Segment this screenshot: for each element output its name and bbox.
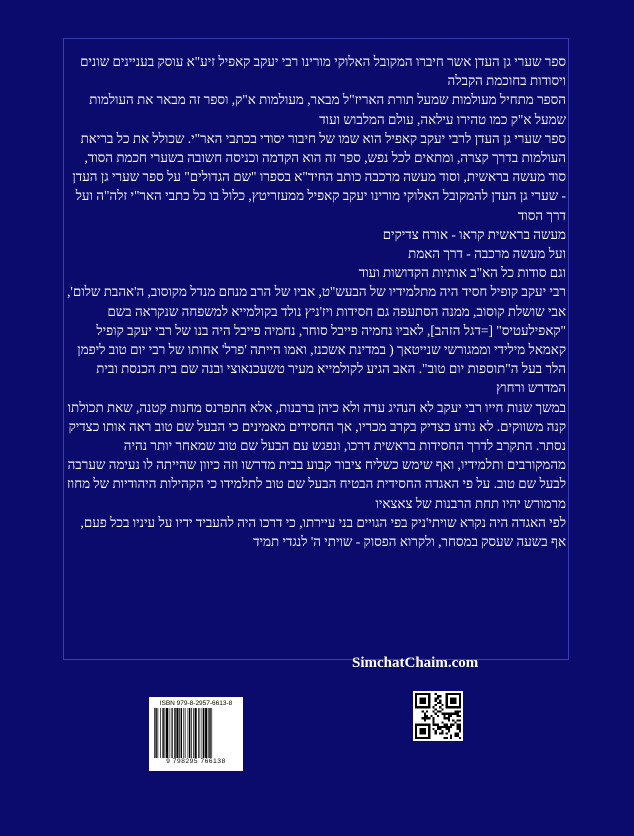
paragraph-letters-secrets: וגם סודות כל הא"ב אותיות הקדושות ועוד xyxy=(358,265,566,281)
paragraph-maaseh-merkavah: ועל מעשה מרכבה - דרך האמת xyxy=(408,246,566,262)
paragraph-life: במשך שנות חייו רבי יעקב לא הנהיג עדה ולא כיהן ברבנות, אלא התפרנס מחנות קטנה, שאת תכולתו קנה משווקים. לא נודע כצדיק בקרב מכריו, אך החסידים מאמינים כי הבעל שם טוב ראה אותו כצדיק נסתר. התקרב לדרך החסידות בראשית דרכו, ונפגש עם הבעל שם טוב שמאחר יותר נהיה מהמקורבים ותלמידיו, ואף שימש כשליח ציבור קבוע בבית מדרשו וזה כיוון שהייתה לו נעימה שערבה לבעל שם טוב. על פי האגדה החסידית הבטיח הבעל שם טוב לתלמידו כי הקהילות היהודיות של מחוז מרמורש יהיו תחת הרבנות של צאצאיו xyxy=(67,399,566,511)
barcode-digits: 9 798295 766138 xyxy=(166,758,226,765)
paragraph-legend: לפי האגדה היה נקרא שויתי'ניק בפי הגויים בני עיירתו, כי דרכו היה להעביד ידיו על עיניו בכל פעם, אף בשעה שעסק במסחר, ולקרוא הפסוק - שויתי ה' לנגדי תמיד xyxy=(80,514,566,550)
paragraph-book-description: ספר שערי גן העדן לרבי יעקב קאפיל הוא שמו של חיבור יסודי בכתבי האר"י. שכולל את כל בריאת העולמות בדרך קצרה, ומתאים לכל נפש, ספר זה הוא הקדמה וכניסה חשובה בשערי חכמת הסוד, סוד מעשה בראשית, וסוד מעשה מרכבה כותב החיד"א בספרו "שם הגדולים" על ספר שערי גן העדן - שערי גן העדן להמקובל האלוקי מורינו יעקב קאפיל ממעזריטץ, כלול בו כל כתבי האר"י זלה"ה ועל דרך הסוד xyxy=(72,130,566,223)
paragraph-intro: ספר שערי גן העדן אשר חיברו המקובל האלוקי מורינו רבי יעקב קאפיל זיע"א עוסק בעניינים שונים ויסודות בחוכמת הקבלה xyxy=(80,54,566,89)
qr-code[interactable] xyxy=(413,691,463,741)
isbn-barcode xyxy=(149,697,243,771)
barcode-bars xyxy=(153,708,239,758)
isbn-label: ISBN 979-8-2957-6613-8 xyxy=(159,700,233,707)
paragraph-biography: רבי יעקב קופיל חסיד היה מתלמידיו של הבעש"ט, אביו של הרב מנחם מנדל מקוסוב, ה'אהבת שלום', אבי שושלת קוסוב, ממנה הסתעפה גם חסידות ויז'ניץ נולד בקולמייא למשפחה שנקראה בשם "קאפילעטיס" [=דגל הזהב], לאביו נחמיה פייבל סוחר, נחמיה פייבל היה בנו של רבי יעקב קופיל קאמאל מילידי וממגורשי שנייטאך ( במדינת אשכנז, ואמו הייתה 'פרל' אחותו של רבי יום טוב ליפמן הלר בעל ה"תוספות יום טוב". האב הגיע לקולמייא מעיר טשעכנאוצי ובנה שם בית הכנסת ובית המדרש ורחוץ xyxy=(67,284,566,396)
back-cover-text xyxy=(66,52,566,551)
paragraph-maaseh-bereshit: מעשה בראשית קראו - אורח צדיקים xyxy=(382,226,566,242)
paragraph-worlds: הספר מתחיל מעולמות שמעל תורת האריז"ל מבאר, מעולמות א"ק, וספר זה מבאר את העולמות שמעל א"ק כמו טהירו עילאה, עולם המלבוש ועוד xyxy=(89,92,566,127)
qr-code-pattern xyxy=(415,693,461,739)
website-link[interactable]: SimchatChaim.com xyxy=(352,655,479,671)
